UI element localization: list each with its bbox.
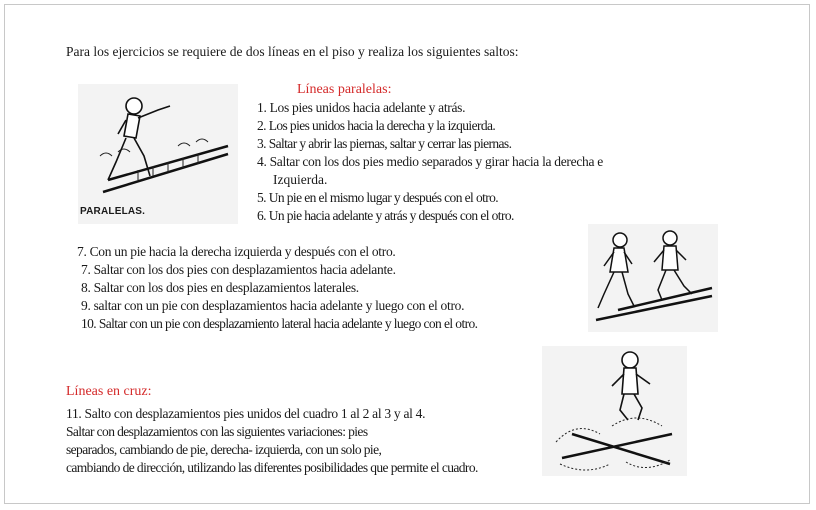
parallel-item-4-continued: Izquierda. <box>273 172 328 187</box>
list2-item-4: 9. saltar con un pie con desplazamientos hacia adelante y luego con el otro. <box>81 298 465 313</box>
parallel-lines-illustration <box>78 84 238 224</box>
cross-lines-illustration <box>542 346 687 476</box>
parallel-item-1: 1. Los pies unidos hacia adelante y atrás. <box>257 100 466 115</box>
list2-item-5: 10. Saltar con un pie con desplazamiento lateral hacia adelante y luego con el otro. <box>81 316 478 331</box>
parallel-item-6: 6. Un pie hacia adelante y atrás y después con el otro. <box>257 208 514 223</box>
parallel-caption: PARALELAS. <box>80 206 146 217</box>
cross-heading: Líneas en cruz: <box>66 384 152 399</box>
cross-line-3: separados, cambiando de pie, derecha- izquierda, con un solo pie, <box>66 442 382 457</box>
intro-text: Para los ejercicios se requiere de dos líneas en el piso y realiza los siguientes saltos: <box>66 44 519 59</box>
parallel-item-2: 2. Los pies unidos hacia la derecha y la izquierda. <box>257 118 496 133</box>
cross-line-2: Saltar con desplazamientos con las siguientes variaciones: pies <box>66 424 368 439</box>
cross-line-1: 11. Salto con desplazamientos pies unidos del cuadro 1 al 2 al 3 y al 4. <box>66 406 426 421</box>
list2-item-2: 7. Saltar con los dos pies con desplazamientos hacia adelante. <box>81 262 396 277</box>
list2-item-3: 8. Saltar con los dos pies en desplazamientos laterales. <box>81 280 359 295</box>
parallel-item-4: 4. Saltar con los dos pies medio separados y girar hacia la derecha e <box>257 154 603 169</box>
parallel-item-3: 3. Saltar y abrir las piernas, saltar y cerrar las piernas. <box>257 136 512 151</box>
list2-item-1: 7. Con un pie hacia la derecha izquierda y después con el otro. <box>77 244 396 259</box>
cross-line-4: cambiando de dirección, utilizando las diferentes posibilidades que permite el cuadro. <box>66 460 478 475</box>
parallel-heading: Líneas paralelas: <box>297 82 392 97</box>
parallel-item-5: 5. Un pie en el mismo lugar y después con el otro. <box>257 190 499 205</box>
two-children-jumping-illustration <box>588 224 718 332</box>
